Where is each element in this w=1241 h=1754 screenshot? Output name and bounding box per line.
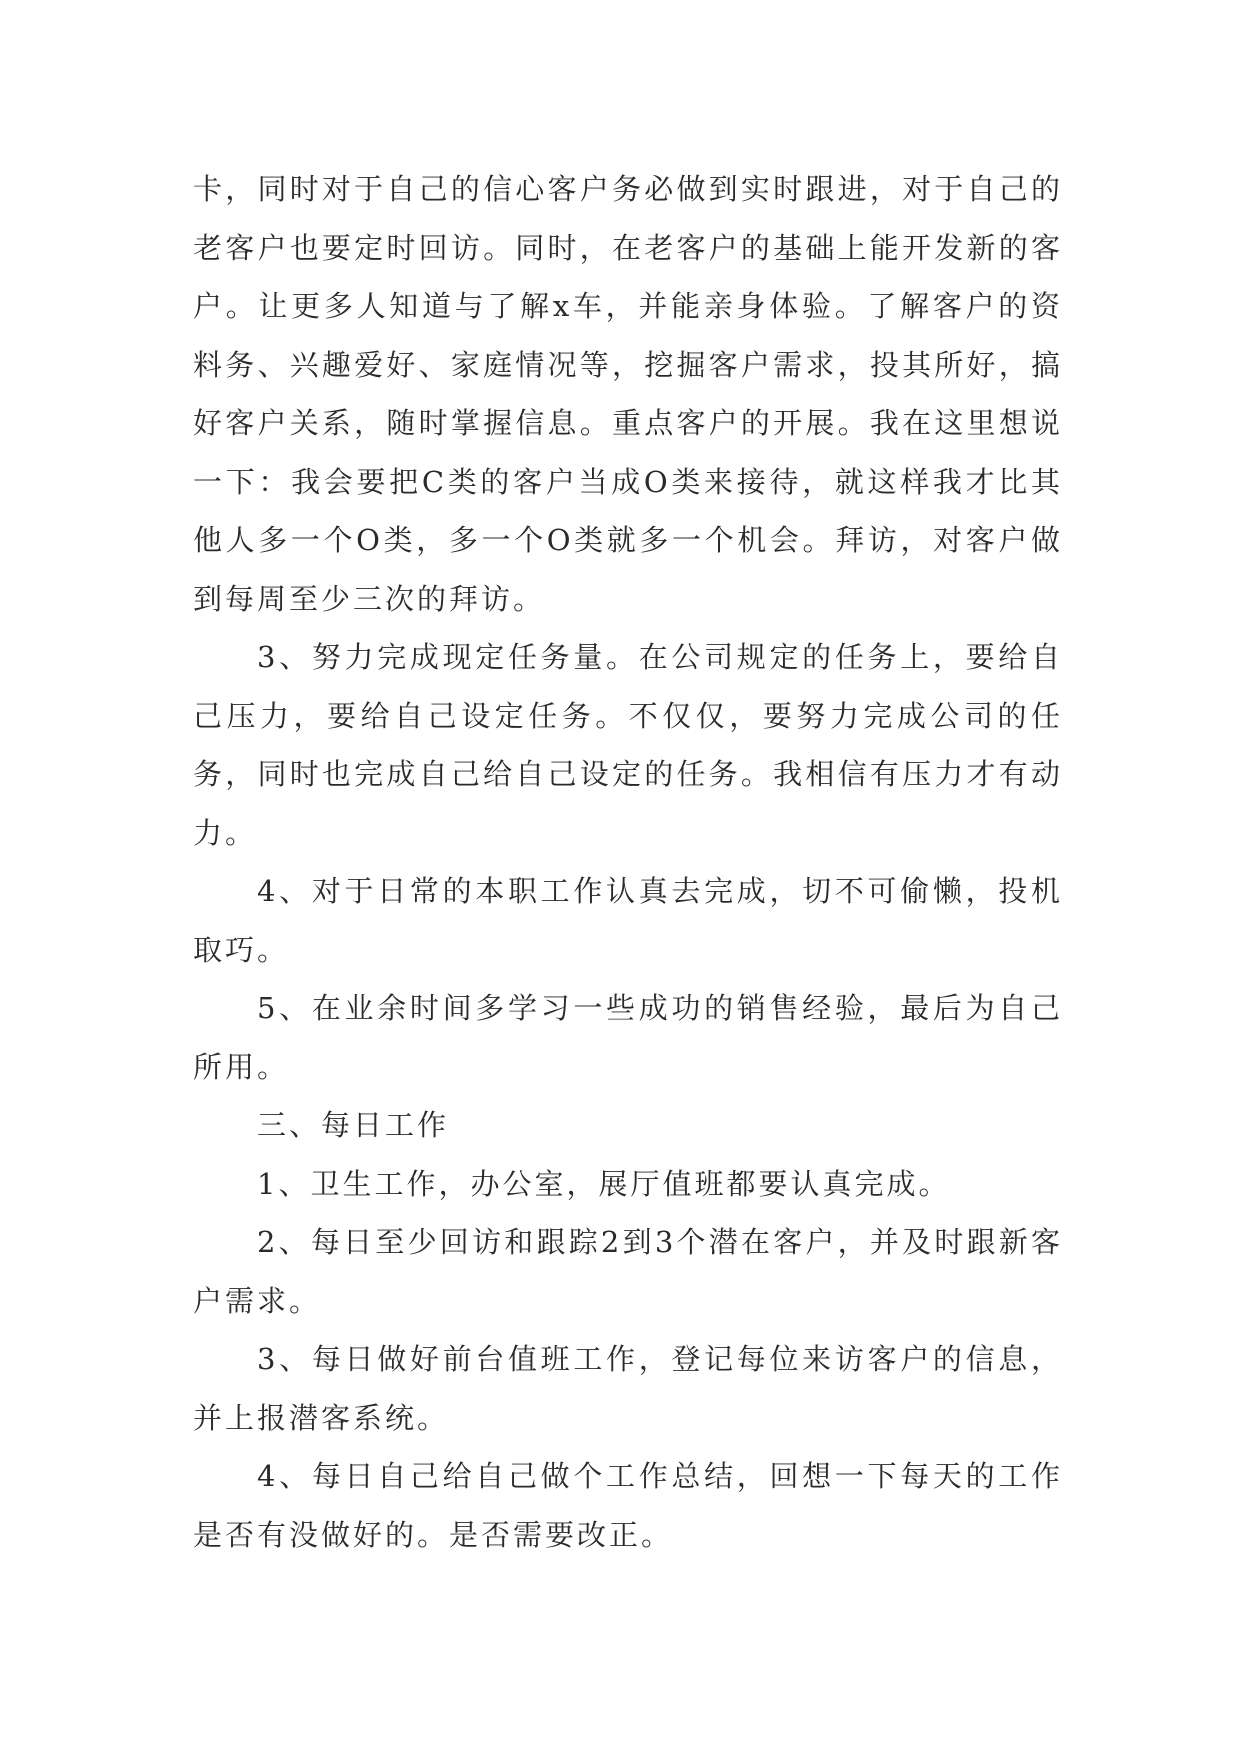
paragraph-item-3-task: 3、努力完成现定任务量。在公司规定的任务上，要给自己压力，要给自己设定任务。不仅仅，要努力完成公司的任务，同时也完成自己给自己设定的任务。我相信有压力才有动力。 [193, 640, 1063, 850]
paragraph-daily-3-reception: 3、每日做好前台值班工作，登记每位来访客户的信息，并上报潜客系统。 [193, 1342, 1063, 1435]
section-heading-daily-work: 三、每日工作 [257, 1108, 450, 1142]
paragraph-daily-4-summary: 4、每日自己给自己做个工作总结，回想一下每天的工作是否有没做好的。是否需要改正。 [193, 1459, 1063, 1552]
document-body [193, 160, 1063, 1564]
paragraph-item-4-duty: 4、对于日常的本职工作认真去完成，切不可偷懒，投机取巧。 [193, 874, 1063, 967]
paragraph-daily-1-hygiene: 1、卫生工作，办公室，展厅值班都要认真完成。 [257, 1166, 951, 1201]
paragraph-continuation: 卡，同时对于自己的信心客户务必做到实时跟进，对于自己的老客户也要定时回访。同时，在老客户的基础上能开发新的客户。让更多人知道与了解x车，并能亲身体验。了解客户的资料务、兴趣爱好、家庭情况等，挖掘客户需求，投其所好，搞好客户关系，随时掌握信息。重点客户的开展。我在这里想说一下：我会要把C类的客户当成O类来接待，就这样我才比其他人多一个O类，多一个O类就多一个机会。拜访，对客户做到每周至少三次的拜访。 [193, 172, 1063, 616]
paragraph-item-5-learning: 5、在业余时间多学习一些成功的销售经验，最后为自己所用。 [193, 991, 1063, 1084]
paragraph-daily-2-followup: 2、每日至少回访和跟踪2到3个潜在客户，并及时跟新客户需求。 [193, 1225, 1063, 1318]
